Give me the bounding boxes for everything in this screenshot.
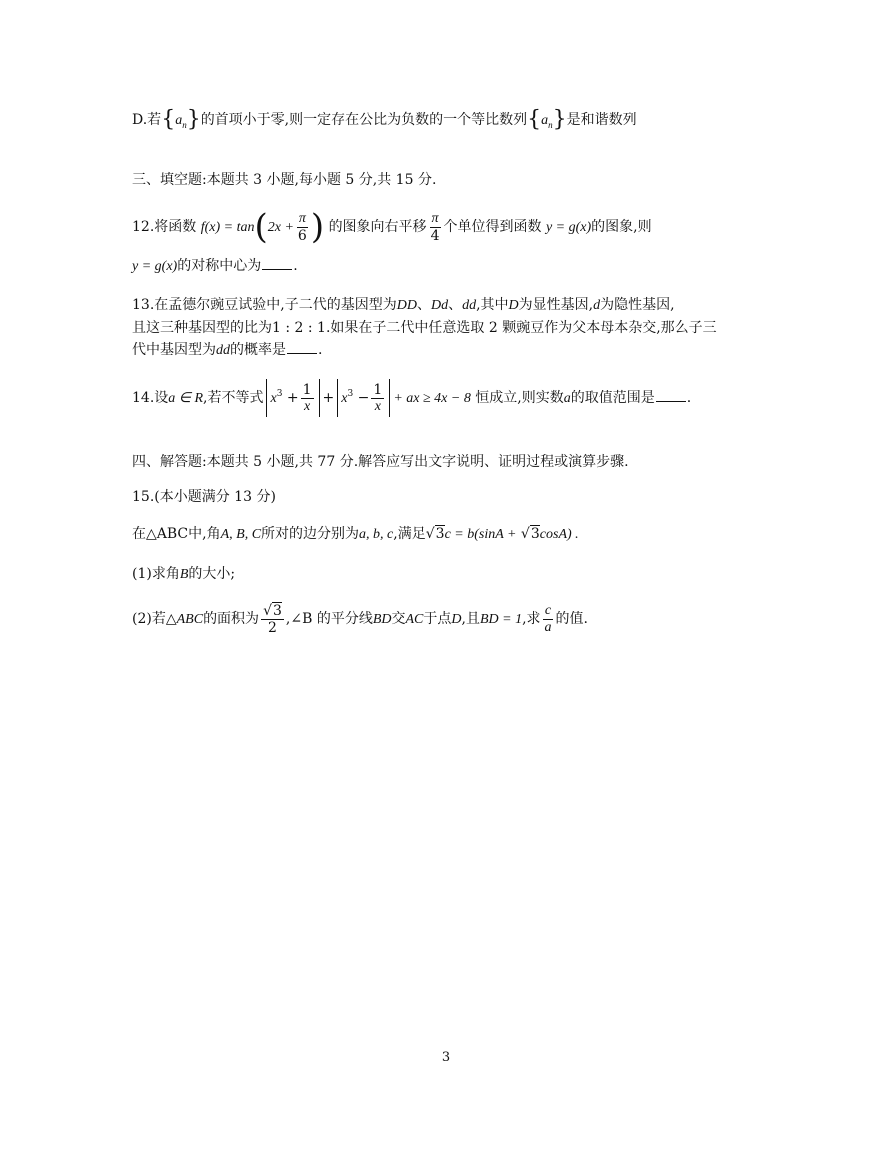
- question-13-line-3: [132, 340, 322, 361]
- brace-open-2: {: [527, 107, 542, 132]
- brace-close-2: }: [552, 107, 567, 132]
- option-d-end: 是和谐数列: [566, 112, 637, 128]
- answer-blank: [262, 257, 292, 270]
- plus-sign-2: +: [322, 390, 335, 406]
- q13-line3b: 的概率是: [230, 342, 286, 358]
- abs-bar-3: [337, 379, 338, 417]
- q15-p2-abc: ABC: [176, 612, 204, 627]
- frac-den-5: 2: [268, 619, 277, 636]
- one-over-x: [301, 382, 314, 415]
- frac-den: 6: [297, 227, 307, 244]
- q15-stem-c: ,满足: [393, 526, 426, 542]
- gene-d: d: [593, 298, 601, 313]
- minus-sign: −: [357, 390, 370, 406]
- sqrt-3-c: 3: [272, 602, 282, 619]
- brace-close: }: [186, 107, 201, 132]
- q15-p2e: 于点: [423, 611, 452, 627]
- genotype-Dd: Dd: [430, 298, 449, 313]
- c-over-a: [543, 603, 554, 636]
- q15-bdeq: BD = 1: [479, 612, 523, 627]
- brace-open: {: [161, 107, 176, 132]
- option-d-label: D.若: [132, 112, 162, 128]
- question-13-line-2: 且这三种基因型的比为1 : 2 : 1.如果在子二代中任意选取 2 颗豌豆作为父本母本杂交,那么子三: [132, 320, 717, 336]
- question-14: [132, 372, 691, 416]
- q12-end: 的图象,则: [591, 219, 652, 235]
- q13-line1c: 为显性基因,: [518, 297, 594, 313]
- question-15-stem: 在△ABC中,角A, B, C所对的边分别为a, b, c,满足√3c = b(sinA + √3cosA) .: [132, 526, 579, 542]
- cube-2: 3: [347, 389, 354, 399]
- question-12-line-2: [132, 256, 298, 277]
- question-15-part-2: [132, 597, 588, 641]
- sub-n: n: [182, 120, 187, 130]
- q14-suffix: 恒成立,则实数: [475, 390, 564, 406]
- q15-bd: BD: [372, 612, 392, 627]
- q12-inner: 2x +: [267, 220, 294, 235]
- plus-sign: +: [286, 390, 299, 406]
- q14-period: .: [686, 390, 692, 406]
- sep-2: 、: [448, 297, 463, 313]
- q15-sides: a, b, c: [359, 527, 394, 542]
- q15-eq2: c = b(sinA +: [444, 527, 517, 542]
- frac-num-6: c: [544, 602, 552, 618]
- abs-bar-2: [319, 379, 320, 417]
- q15-p2a: (2)若△: [132, 611, 177, 627]
- q15-p1-B: B: [179, 567, 189, 582]
- paren-close: ): [310, 207, 325, 247]
- frac-den-3: x: [303, 398, 311, 414]
- q12-fx: f(x) = tan: [200, 220, 255, 235]
- var-a-2: a: [541, 113, 549, 128]
- question-12: [132, 207, 652, 247]
- gene-D: D: [508, 298, 519, 313]
- q12-prefix: 12.将函数: [132, 219, 197, 235]
- q15-p2d: 交: [391, 611, 406, 627]
- x-cubed-2: x: [341, 391, 348, 406]
- frac-den-2: 4: [430, 227, 440, 244]
- q15-p2g: ,求: [522, 611, 541, 627]
- q13-line3-dd: dd: [216, 343, 230, 358]
- q15-p2h: 的值.: [555, 611, 588, 627]
- q15-p2b: 的面积为: [203, 611, 260, 627]
- q13-line3a: 代中基因型为: [132, 342, 216, 358]
- q15-p1-end: 的大小;: [188, 566, 236, 582]
- q13-line3-end: .: [318, 342, 323, 358]
- sqrt-3: 3: [435, 526, 445, 542]
- q15-ac: AC: [405, 612, 424, 627]
- pi-over-4: [429, 211, 442, 244]
- sqrt3-over-2: [261, 603, 284, 636]
- sep: 、: [416, 297, 431, 313]
- option-d: [132, 107, 637, 135]
- page-number: 3: [441, 1050, 451, 1065]
- frac-den-6: a: [544, 619, 552, 635]
- genotype-DD: DD: [396, 298, 417, 313]
- q12-line2-end: .: [293, 258, 298, 274]
- section-4-heading: 四、解答题:本题共 5 小题,共 77 分.解答应写出文字说明、证明过程或演算步骤.: [132, 454, 629, 470]
- var-a: a: [175, 113, 183, 128]
- q15-p2f: ,且: [461, 611, 480, 627]
- q12-line2-gx: y = g(x): [132, 259, 178, 274]
- frac-num-5: √3: [263, 602, 282, 619]
- frac-den-4: x: [374, 398, 381, 414]
- q13-line1b: ,其中: [476, 297, 509, 313]
- question-15-part-1: [132, 564, 235, 585]
- option-d-text: 的首项小于零,则一定存在公比为负数的一个等比数列: [200, 112, 528, 128]
- x-cubed: x: [270, 391, 277, 406]
- paren-open: (: [254, 207, 268, 247]
- pi-over-6: [296, 211, 309, 244]
- q14-ax: + ax ≥ 4x − 8: [393, 391, 471, 406]
- cube: 3: [276, 389, 283, 399]
- frac-num-4: 1: [373, 381, 383, 398]
- q12-line2-text: 的对称中心为: [177, 258, 262, 274]
- question-15-heading: 15.(本小题满分 13 分): [132, 489, 276, 505]
- q14-a: a: [563, 391, 571, 406]
- q15-p2c: ,∠B 的平分线: [285, 611, 373, 627]
- frac-num-2: π: [431, 210, 439, 226]
- answer-blank-3: [656, 389, 686, 402]
- q13-line1d: 为隐性基因,: [600, 297, 675, 313]
- question-13-line-1: [132, 295, 675, 316]
- sub-n-2: n: [548, 120, 553, 130]
- q12-mid2: 个单位得到函数: [443, 219, 542, 235]
- frac-num-3: 1: [302, 381, 312, 398]
- answer-blank-2: [287, 341, 317, 354]
- q15-angles: A, B, C: [220, 527, 262, 542]
- abs-bar: [266, 379, 267, 417]
- q13-line1: 13.在孟德尔豌豆试验中,子二代的基因型为: [132, 297, 397, 313]
- q15-eq4: cosA) .: [539, 527, 579, 542]
- frac-num: π: [298, 210, 306, 226]
- genotype-dd: dd: [462, 298, 477, 313]
- sqrt-3-b: 3: [530, 526, 540, 542]
- q14-mid: ,若不等式: [203, 390, 264, 406]
- q12-gx: y = g(x): [545, 220, 592, 235]
- q15-stem-a: 在△ABC中,角: [132, 526, 221, 542]
- q14-prefix: 14.设: [132, 390, 169, 406]
- q14-end: 的取值范围是: [570, 390, 655, 406]
- q15-D: D: [451, 612, 462, 627]
- abs-bar-4: [389, 379, 390, 417]
- section-3-heading: 三、填空题:本题共 3 小题,每小题 5 分,共 15 分.: [132, 172, 437, 188]
- q12-mid: 的图象向右平移: [328, 219, 427, 235]
- q15-stem-b: 所对的边分别为: [261, 526, 360, 542]
- one-over-x-2: [371, 382, 384, 415]
- q15-p1: (1)求角: [132, 566, 180, 582]
- q14-a-in-R: a ∈ R: [168, 391, 204, 406]
